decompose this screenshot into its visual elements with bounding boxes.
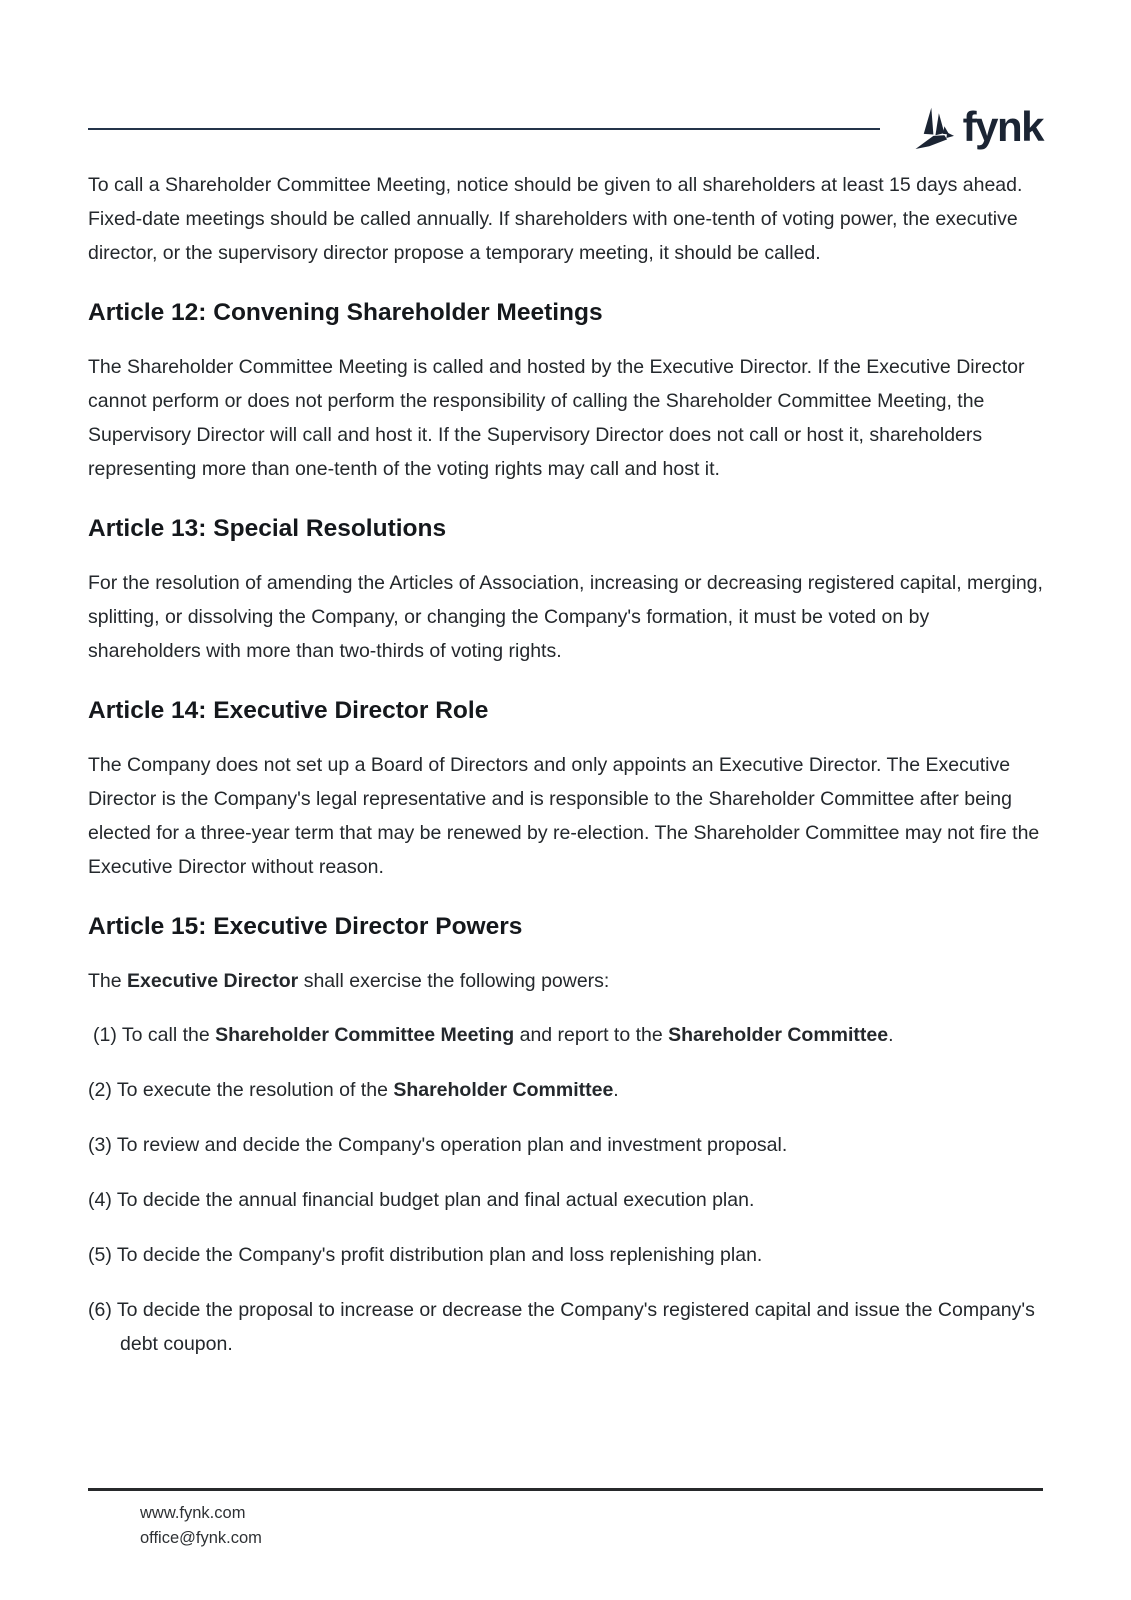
article-15-intro: The Executive Director shall exercise the following powers:: [88, 970, 610, 992]
article-14-heading: Article 14: Executive Director Role: [88, 697, 489, 724]
article-12-heading: Article 12: Convening Shareholder Meetings: [88, 299, 603, 326]
footer-contact: [88, 1491, 1043, 1551]
powers-list-item-5: (5) To decide the Company's profit distribution plan and loss replenishing plan.: [88, 1244, 763, 1266]
article-14-section: [88, 694, 1043, 884]
powers-list-item-2: (2) To execute the resolution of the Shareholder Committee.: [88, 1079, 619, 1101]
origami-crane-icon: [910, 104, 954, 154]
header-divider: [88, 128, 880, 130]
page-header: [88, 104, 1043, 154]
intro-paragraph: To call a Shareholder Committee Meeting, notice should be given to all shareholders at least 15 days ahead. Fixed-date meetings should be called annually. If shareholders with one-tenth of voting power, the executive director, or the supervisory director propose a temporary meeting, it should be called.: [88, 174, 1023, 264]
brand-logo: [910, 104, 1043, 154]
article-12-body: The Shareholder Committee Meeting is called and hosted by the Executive Director. If the Executive Director cannot perform or does not perform the responsibility of calling the Shareholder Committee Meeting, the Supervisory Director will call and host it. If the Supervisory Director does not call or host it, shareholders representing more than one-tenth of the voting rights may call and host it.: [88, 356, 1025, 480]
article-15-heading: Article 15: Executive Director Powers: [88, 913, 523, 940]
powers-list-item-6: (6) To decide the proposal to increase or decrease the Company's registered capital and issue the Company's debt coupon.: [88, 1299, 1035, 1355]
article-12-section: [88, 296, 1043, 486]
article-13-heading: Article 13: Special Resolutions: [88, 515, 447, 542]
powers-list-item-1: (1) To call the Shareholder Committee Meeting and report to the Shareholder Committee.: [93, 1024, 894, 1046]
article-13-section: [88, 512, 1043, 668]
article-14-body: The Company does not set up a Board of Directors and only appoints an Executive Director. The Executive Director is the Company's legal representative and is responsible to the Shareholder Committee after being elected for a three-year term that may be renewed by re-election. The Shareholder Committee may not fire the Executive Director without reason.: [88, 754, 1040, 878]
article-13-body: For the resolution of amending the Articles of Association, increasing or decreasing registered capital, merging, splitting, or dissolving the Company, or changing the Company's formation, it must be voted on by shareholders with more than two-thirds of voting rights.: [88, 572, 1043, 662]
page-footer: [88, 1488, 1043, 1551]
powers-list-item-3: (3) To review and decide the Company's operation plan and investment proposal.: [88, 1134, 788, 1156]
article-15-section: [88, 910, 1043, 1361]
powers-list-item-4: (4) To decide the annual financial budget plan and final actual execution plan.: [88, 1189, 755, 1211]
footer-website: www.fynk.com: [140, 1504, 246, 1522]
footer-email: office@fynk.com: [140, 1529, 262, 1547]
brand-wordmark: fynk: [962, 103, 1043, 150]
powers-list: [88, 1018, 1043, 1361]
